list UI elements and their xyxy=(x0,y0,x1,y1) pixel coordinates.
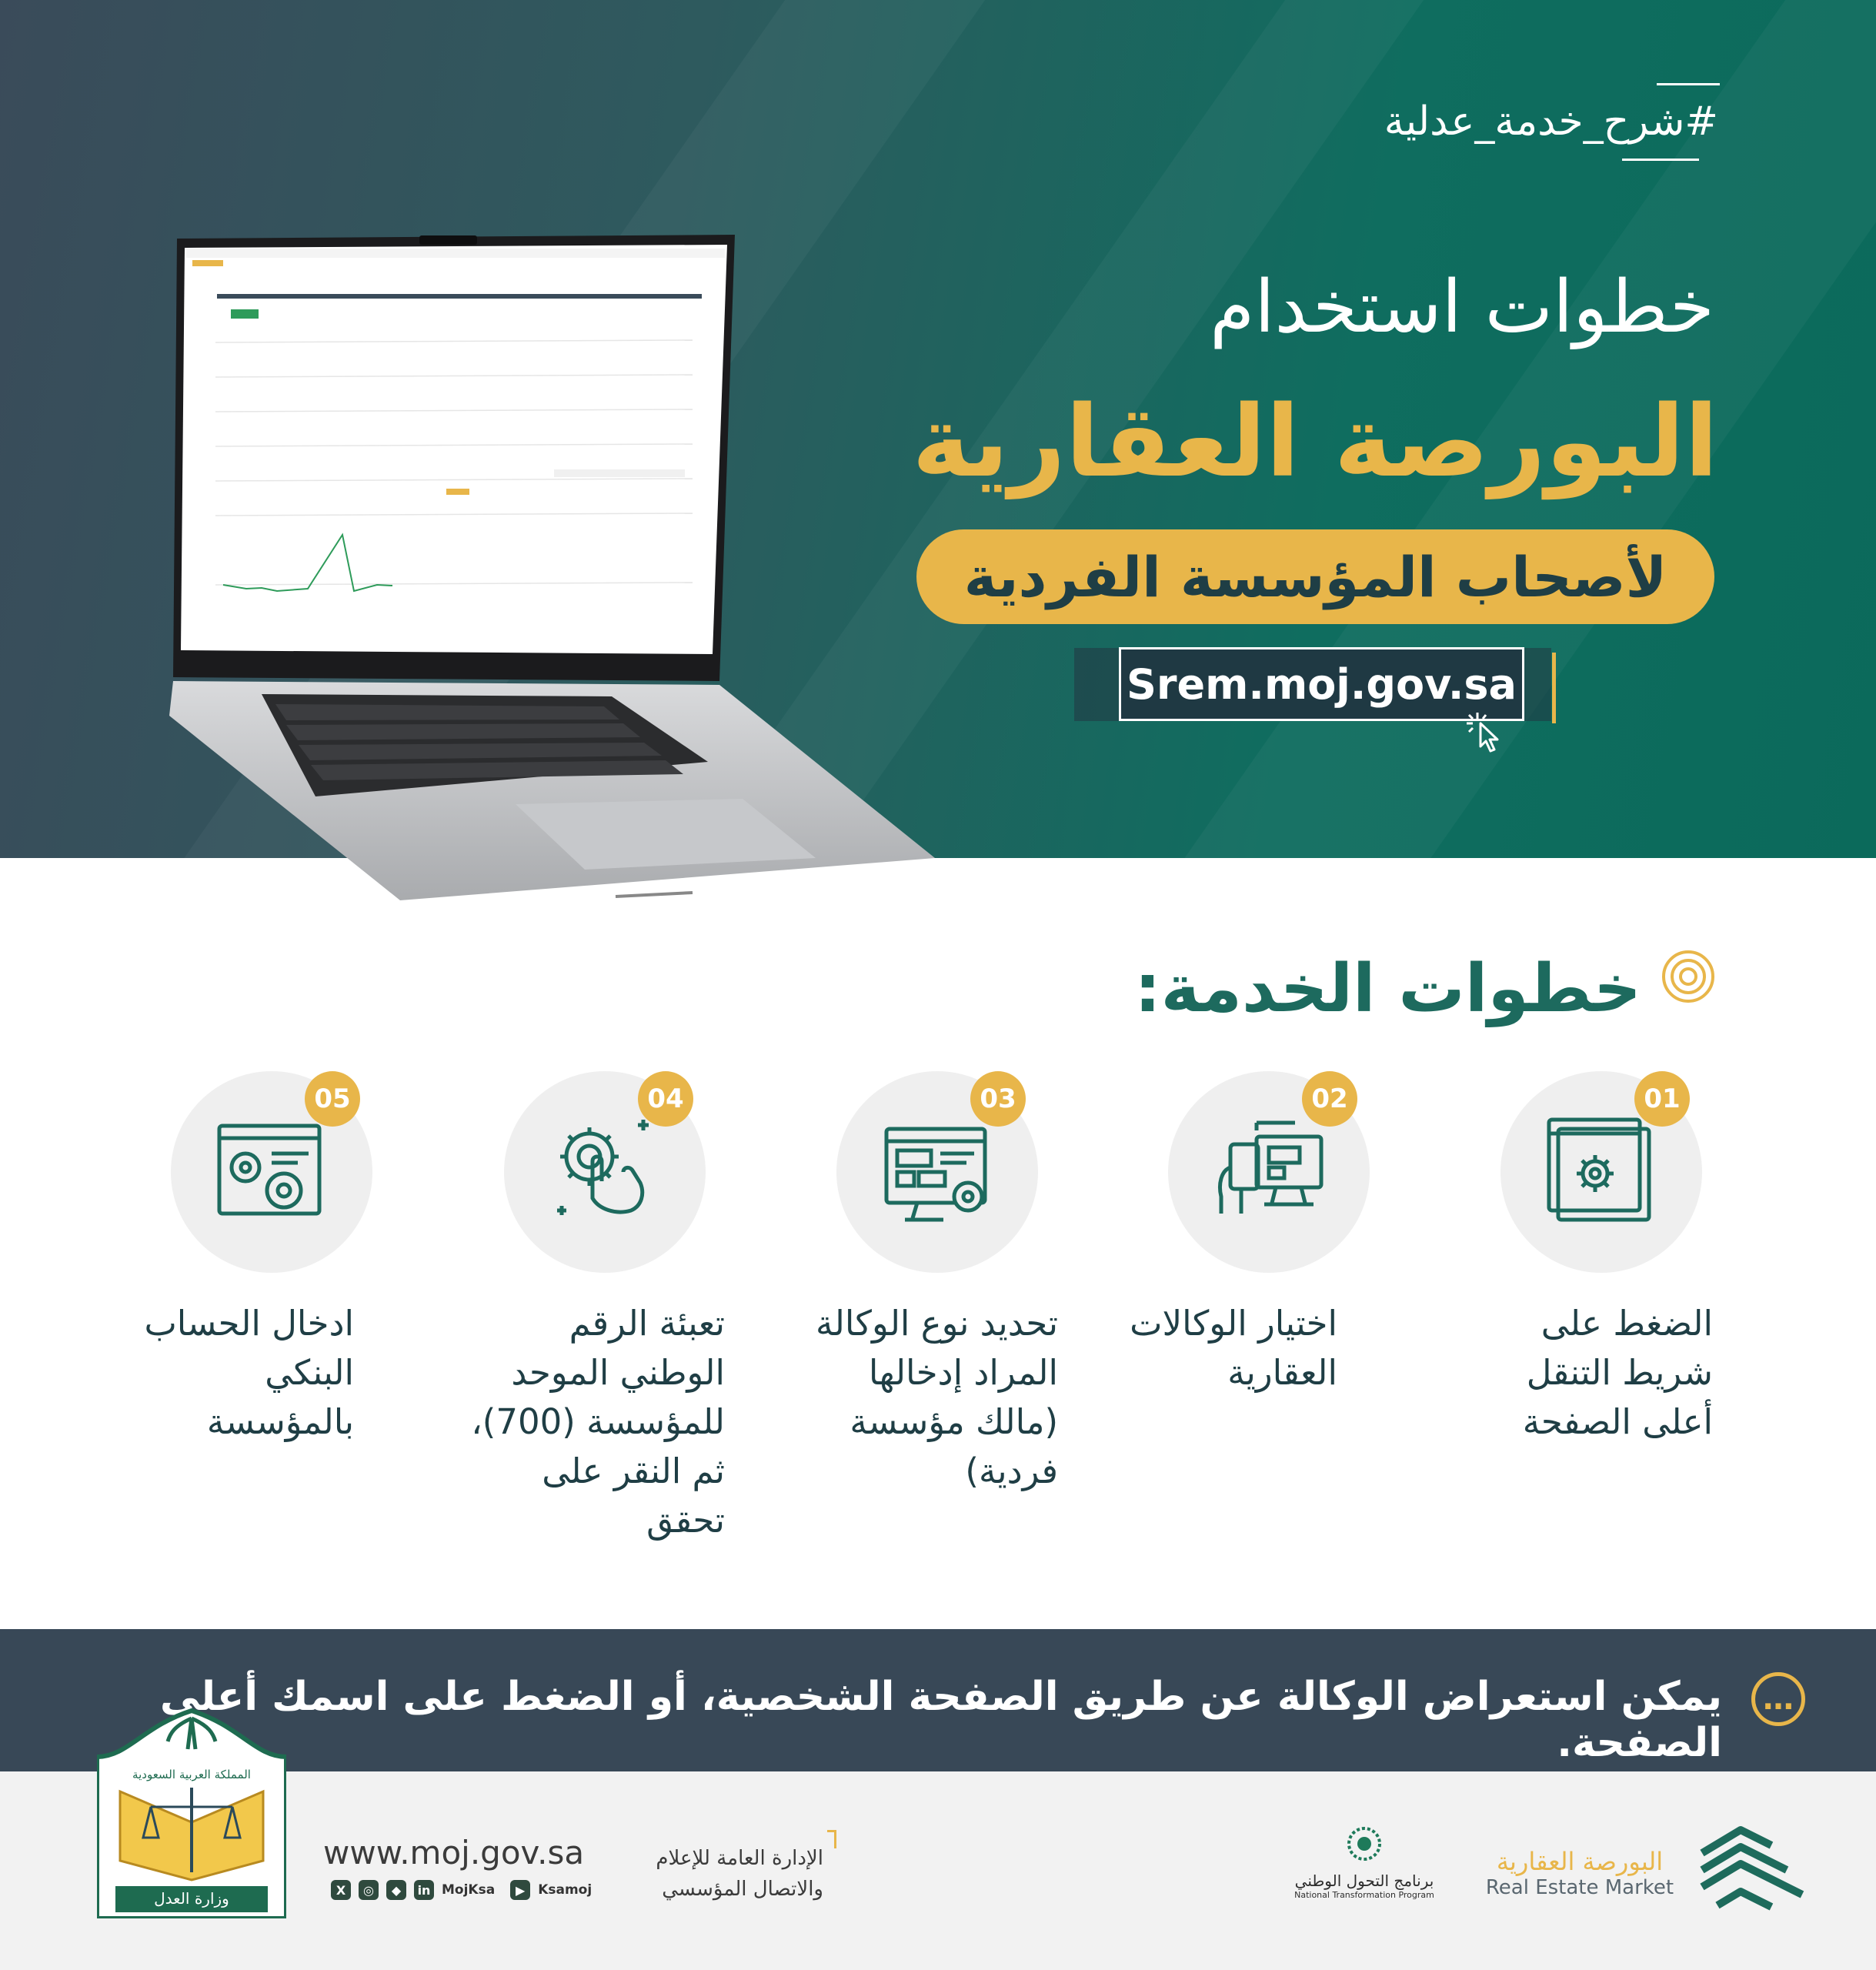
step-04-text: تعبئة الرقم الوطني الموحد للمؤسسة (700)، ثم النقر على تحقق xyxy=(471,1303,725,1541)
snapchat-icon[interactable]: ◆ xyxy=(386,1880,406,1900)
linkedin-icon[interactable]: in xyxy=(414,1880,434,1900)
note-text: يمكن استعراض الوكالة عن طريق الصفحة الشخصية، أو الضغط على اسمك أعلى الصفحة. xyxy=(159,1674,1722,1766)
hashtag-rule-bottom xyxy=(1622,159,1699,161)
step-04 xyxy=(504,1071,706,1273)
target-icon xyxy=(1661,949,1716,1004)
subtitle-pill xyxy=(916,529,1714,624)
step-01-text: الضغط على شريط التنقل أعلى الصفحة xyxy=(1522,1303,1713,1442)
settings-window-icon xyxy=(1543,1114,1660,1230)
browser-gears-icon xyxy=(213,1114,330,1230)
dept-line-1: الإدارة العامة للإعلام xyxy=(656,1847,823,1870)
national-transformation-program-logo xyxy=(1283,1822,1445,1907)
social-handle[interactable]: Ksamoj xyxy=(538,1882,593,1898)
section-title: خطوات الخدمة: xyxy=(1134,950,1641,1027)
ntp-arabic: برنامج التحول الوطني xyxy=(1294,1872,1434,1890)
title-line-2: البورصة العقارية xyxy=(912,385,1718,499)
step-03 xyxy=(836,1071,1038,1273)
dept-accent xyxy=(827,1830,836,1848)
url-text[interactable]: Srem.moj.gov.sa xyxy=(1127,659,1517,709)
step-05-text: ادخال الحساب البنكي بالمؤسسة xyxy=(144,1303,354,1442)
ellipsis-icon: … xyxy=(1751,1672,1805,1726)
cursor-click-icon xyxy=(1462,706,1511,756)
x-twitter-icon[interactable]: X xyxy=(331,1880,351,1900)
laptop-illustration xyxy=(154,223,954,916)
step-02-text: اختيار الوكالات العقارية xyxy=(1130,1303,1337,1393)
real-estate-market-wordmark xyxy=(1476,1847,1684,1899)
url-accent xyxy=(1552,653,1556,723)
ntp-emblem-icon xyxy=(1334,1822,1395,1868)
hashtag-rule-top xyxy=(1657,83,1720,85)
youtube-icon[interactable]: ▶ xyxy=(510,1880,530,1900)
hand-phone-computer-icon xyxy=(1210,1114,1327,1230)
step-01 xyxy=(1500,1071,1702,1273)
step-02 xyxy=(1168,1071,1370,1273)
real-estate-market-logo-icon xyxy=(1694,1822,1808,1915)
title-line-1: خطوات استخدام xyxy=(1210,265,1714,349)
rem-english: Real Estate Market xyxy=(1485,1876,1674,1899)
social-links xyxy=(331,1880,599,1900)
instagram-icon[interactable]: ◎ xyxy=(359,1880,379,1900)
gear-click-hand-icon xyxy=(546,1114,663,1230)
department-name xyxy=(631,1843,823,1905)
emblem-label: وزارة العدل xyxy=(154,1889,229,1908)
step-number-badge: 04 xyxy=(638,1071,693,1127)
website-link[interactable]: www.moj.gov.sa xyxy=(323,1834,585,1872)
step-number-badge: 02 xyxy=(1302,1071,1357,1127)
step-03-text: تحديد نوع الوكالة المراد إدخالها (مالك مؤسسة فردية) xyxy=(816,1303,1058,1491)
step-number-badge: 01 xyxy=(1634,1071,1690,1127)
step-number-badge: 03 xyxy=(970,1071,1026,1127)
hashtag: #شرح_خدمة_عدلية xyxy=(1384,98,1718,145)
step-number-badge: 05 xyxy=(305,1071,360,1127)
subtitle: لأصحاب المؤسسة الفردية xyxy=(963,544,1667,609)
rem-arabic: البورصة العقارية xyxy=(1496,1847,1664,1876)
social-handle[interactable]: MojKsa xyxy=(442,1882,496,1898)
monitor-settings-icon xyxy=(879,1114,996,1230)
ntp-english: National Transformation Program xyxy=(1294,1890,1434,1900)
step-05 xyxy=(171,1071,372,1273)
dept-line-2: والاتصال المؤسسي xyxy=(662,1878,823,1901)
emblem-label-top: المملكة العربية السعودية xyxy=(132,1768,251,1781)
ministry-of-justice-emblem xyxy=(97,1695,286,1918)
